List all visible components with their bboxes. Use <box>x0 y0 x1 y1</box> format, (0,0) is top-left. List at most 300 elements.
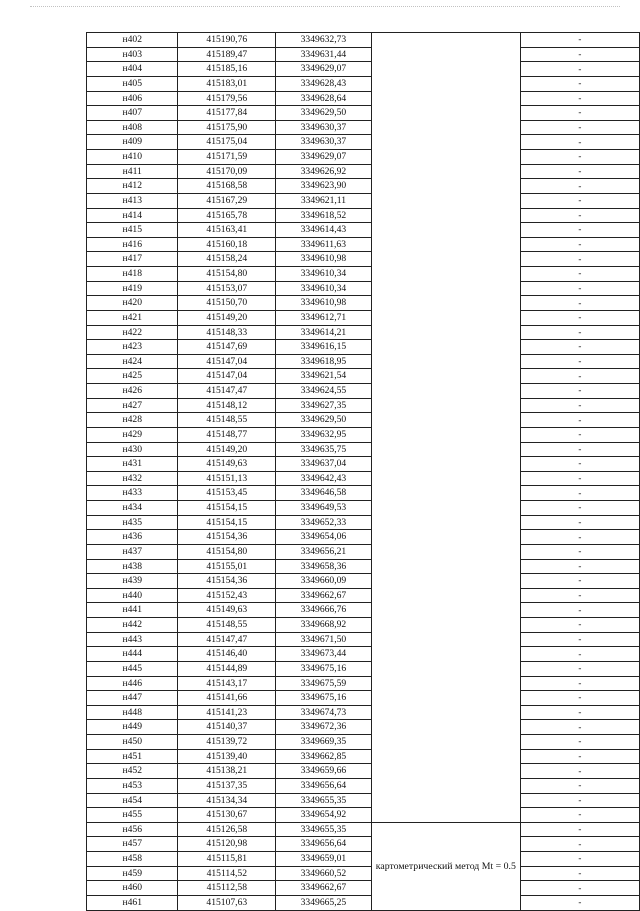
dash-cell: - <box>520 150 639 165</box>
table-row <box>87 150 640 165</box>
coord-y: 3349632,73 <box>276 33 372 48</box>
dash-cell: - <box>520 413 639 428</box>
table-row <box>87 237 640 252</box>
coord-x: 415148,33 <box>178 325 276 340</box>
dash-cell: - <box>520 574 639 589</box>
coord-x: 415155,01 <box>178 559 276 574</box>
point-name: н446 <box>87 676 178 691</box>
dash-cell: - <box>520 691 639 706</box>
coord-x: 415175,90 <box>178 120 276 135</box>
coord-x: 415141,23 <box>178 705 276 720</box>
coord-x: 415112,58 <box>178 881 276 896</box>
table-row <box>87 749 640 764</box>
dash-cell: - <box>520 369 639 384</box>
dash-cell: - <box>520 808 639 823</box>
coord-x: 415177,84 <box>178 106 276 121</box>
dash-cell: - <box>520 661 639 676</box>
coord-y: 3349629,07 <box>276 62 372 77</box>
table-row <box>87 778 640 793</box>
dash-cell: - <box>520 76 639 91</box>
point-name: н443 <box>87 632 178 647</box>
dash-cell: - <box>520 515 639 530</box>
point-name: н412 <box>87 179 178 194</box>
coord-y: 3349649,53 <box>276 501 372 516</box>
table-row <box>87 647 640 662</box>
coord-y: 3349610,98 <box>276 296 372 311</box>
table-row <box>87 588 640 603</box>
table-row <box>87 310 640 325</box>
point-name: н421 <box>87 310 178 325</box>
dash-cell: - <box>520 778 639 793</box>
table-row <box>87 866 640 881</box>
point-name: н410 <box>87 150 178 165</box>
coord-x: 415143,17 <box>178 676 276 691</box>
table-row <box>87 442 640 457</box>
coord-x: 415183,01 <box>178 76 276 91</box>
point-name: н454 <box>87 793 178 808</box>
coord-y: 3349668,92 <box>276 618 372 633</box>
coord-y: 3349671,50 <box>276 632 372 647</box>
dash-cell: - <box>520 735 639 750</box>
dash-cell: - <box>520 120 639 135</box>
dash-cell: - <box>520 618 639 633</box>
table-row <box>87 530 640 545</box>
point-name: н441 <box>87 603 178 618</box>
point-name: н402 <box>87 33 178 48</box>
dash-cell: - <box>520 164 639 179</box>
coord-x: 415107,63 <box>178 895 276 910</box>
coord-x: 415185,16 <box>178 62 276 77</box>
point-name: н458 <box>87 852 178 867</box>
point-name: н408 <box>87 120 178 135</box>
dash-cell: - <box>520 33 639 48</box>
table-row <box>87 325 640 340</box>
dash-cell: - <box>520 866 639 881</box>
point-name: н426 <box>87 384 178 399</box>
coord-y: 3349621,54 <box>276 369 372 384</box>
table-row <box>87 691 640 706</box>
coord-y: 3349659,66 <box>276 764 372 779</box>
coord-x: 415170,09 <box>178 164 276 179</box>
table-row <box>87 837 640 852</box>
coord-x: 415151,13 <box>178 471 276 486</box>
coord-y: 3349642,43 <box>276 471 372 486</box>
point-name: н430 <box>87 442 178 457</box>
table-row <box>87 852 640 867</box>
point-name: н433 <box>87 486 178 501</box>
coord-y: 3349655,35 <box>276 793 372 808</box>
dash-cell: - <box>520 354 639 369</box>
coord-y: 3349630,37 <box>276 135 372 150</box>
point-name: н417 <box>87 252 178 267</box>
point-name: н422 <box>87 325 178 340</box>
dash-cell: - <box>520 603 639 618</box>
coord-x: 415154,80 <box>178 267 276 282</box>
dash-cell: - <box>520 749 639 764</box>
coord-x: 415139,40 <box>178 749 276 764</box>
dash-cell: - <box>520 296 639 311</box>
point-name: н432 <box>87 471 178 486</box>
coord-x: 415114,52 <box>178 866 276 881</box>
coord-y: 3349675,59 <box>276 676 372 691</box>
dash-cell: - <box>520 135 639 150</box>
point-name: н418 <box>87 267 178 282</box>
dash-cell: - <box>520 91 639 106</box>
coord-y: 3349610,98 <box>276 252 372 267</box>
coord-x: 415149,63 <box>178 603 276 618</box>
coord-x: 415139,72 <box>178 735 276 750</box>
dash-cell: - <box>520 384 639 399</box>
coord-y: 3349654,92 <box>276 808 372 823</box>
dash-cell: - <box>520 544 639 559</box>
table-row <box>87 574 640 589</box>
dash-cell: - <box>520 281 639 296</box>
point-name: н452 <box>87 764 178 779</box>
dash-cell: - <box>520 457 639 472</box>
table-row <box>87 676 640 691</box>
dash-cell: - <box>520 179 639 194</box>
table-row <box>87 33 640 48</box>
empty-merged-cell <box>371 33 520 823</box>
coord-y: 3349614,21 <box>276 325 372 340</box>
point-name: н427 <box>87 398 178 413</box>
coord-y: 3349652,33 <box>276 515 372 530</box>
coord-x: 415171,59 <box>178 150 276 165</box>
coord-y: 3349656,64 <box>276 778 372 793</box>
coord-y: 3349662,85 <box>276 749 372 764</box>
point-name: н436 <box>87 530 178 545</box>
coord-y: 3349662,67 <box>276 588 372 603</box>
coord-y: 3349611,63 <box>276 237 372 252</box>
coordinates-table-body <box>87 33 640 911</box>
coord-x: 415179,56 <box>178 91 276 106</box>
dash-cell: - <box>520 62 639 77</box>
coord-y: 3349669,35 <box>276 735 372 750</box>
point-name: н425 <box>87 369 178 384</box>
point-name: н429 <box>87 427 178 442</box>
coord-y: 3349637,04 <box>276 457 372 472</box>
dash-cell: - <box>520 559 639 574</box>
coord-y: 3349665,25 <box>276 895 372 910</box>
point-name: н450 <box>87 735 178 750</box>
coord-x: 415189,47 <box>178 47 276 62</box>
table-row <box>87 193 640 208</box>
coord-y: 3349656,64 <box>276 837 372 852</box>
point-name: н459 <box>87 866 178 881</box>
coord-y: 3349630,37 <box>276 120 372 135</box>
dash-cell: - <box>520 588 639 603</box>
table-row <box>87 764 640 779</box>
point-name: н424 <box>87 354 178 369</box>
dash-cell: - <box>520 193 639 208</box>
dash-cell: - <box>520 223 639 238</box>
coord-x: 415149,20 <box>178 310 276 325</box>
coord-y: 3349610,34 <box>276 281 372 296</box>
coord-y: 3349662,67 <box>276 881 372 896</box>
point-name: н416 <box>87 237 178 252</box>
coord-x: 415154,36 <box>178 530 276 545</box>
coord-x: 415137,35 <box>178 778 276 793</box>
table-row <box>87 881 640 896</box>
table-row <box>87 120 640 135</box>
point-name: н445 <box>87 661 178 676</box>
point-name: н428 <box>87 413 178 428</box>
point-name: н444 <box>87 647 178 662</box>
coord-y: 3349631,44 <box>276 47 372 62</box>
dash-cell: - <box>520 793 639 808</box>
coord-x: 415163,41 <box>178 223 276 238</box>
table-row <box>87 822 640 837</box>
table-row <box>87 413 640 428</box>
coord-x: 415190,76 <box>178 33 276 48</box>
coord-y: 3349610,34 <box>276 267 372 282</box>
table-row <box>87 457 640 472</box>
coord-x: 415147,69 <box>178 340 276 355</box>
table-row <box>87 267 640 282</box>
coord-x: 415115,81 <box>178 852 276 867</box>
point-name: н411 <box>87 164 178 179</box>
table-row <box>87 501 640 516</box>
point-name: н407 <box>87 106 178 121</box>
table-row <box>87 340 640 355</box>
coord-y: 3349626,92 <box>276 164 372 179</box>
point-name: н435 <box>87 515 178 530</box>
point-name: н409 <box>87 135 178 150</box>
table-row <box>87 544 640 559</box>
dash-cell: - <box>520 208 639 223</box>
point-name: н431 <box>87 457 178 472</box>
coord-y: 3349614,43 <box>276 223 372 238</box>
table-row <box>87 354 640 369</box>
dash-cell: - <box>520 501 639 516</box>
table-row <box>87 208 640 223</box>
table-row <box>87 471 640 486</box>
dash-cell: - <box>520 720 639 735</box>
point-name: н451 <box>87 749 178 764</box>
coordinates-table <box>86 32 640 911</box>
table-row <box>87 661 640 676</box>
coord-x: 415167,29 <box>178 193 276 208</box>
table-row <box>87 808 640 823</box>
coord-y: 3349623,90 <box>276 179 372 194</box>
point-name: н420 <box>87 296 178 311</box>
coord-x: 415154,15 <box>178 501 276 516</box>
dash-cell: - <box>520 427 639 442</box>
coord-y: 3349666,76 <box>276 603 372 618</box>
coord-y: 3349658,36 <box>276 559 372 574</box>
point-name: н460 <box>87 881 178 896</box>
dash-cell: - <box>520 822 639 837</box>
dash-cell: - <box>520 398 639 413</box>
point-name: н406 <box>87 91 178 106</box>
coord-x: 415147,47 <box>178 632 276 647</box>
dash-cell: - <box>520 632 639 647</box>
coord-y: 3349674,73 <box>276 705 372 720</box>
dash-cell: - <box>520 252 639 267</box>
coord-y: 3349628,64 <box>276 91 372 106</box>
point-name: н404 <box>87 62 178 77</box>
point-name: н414 <box>87 208 178 223</box>
dash-cell: - <box>520 676 639 691</box>
coord-y: 3349659,01 <box>276 852 372 867</box>
coord-x: 415152,43 <box>178 588 276 603</box>
point-name: н457 <box>87 837 178 852</box>
table-row <box>87 398 640 413</box>
coord-y: 3349632,95 <box>276 427 372 442</box>
coord-x: 415144,89 <box>178 661 276 676</box>
dash-cell: - <box>520 837 639 852</box>
point-name: н413 <box>87 193 178 208</box>
dash-cell: - <box>520 471 639 486</box>
coord-y: 3349660,52 <box>276 866 372 881</box>
point-name: н456 <box>87 822 178 837</box>
coord-x: 415149,63 <box>178 457 276 472</box>
point-name: н438 <box>87 559 178 574</box>
point-name: н434 <box>87 501 178 516</box>
coord-y: 3349621,11 <box>276 193 372 208</box>
coord-x: 415146,40 <box>178 647 276 662</box>
coord-y: 3349628,43 <box>276 76 372 91</box>
dash-cell: - <box>520 705 639 720</box>
coord-x: 415120,98 <box>178 837 276 852</box>
coord-x: 415138,21 <box>178 764 276 779</box>
coord-y: 3349612,71 <box>276 310 372 325</box>
table-row <box>87 223 640 238</box>
coord-y: 3349673,44 <box>276 647 372 662</box>
point-name: н405 <box>87 76 178 91</box>
coord-y: 3349655,35 <box>276 822 372 837</box>
dash-cell: - <box>520 895 639 910</box>
coord-x: 415148,77 <box>178 427 276 442</box>
coord-x: 415158,24 <box>178 252 276 267</box>
table-row <box>87 705 640 720</box>
dash-cell: - <box>520 106 639 121</box>
coord-x: 415148,12 <box>178 398 276 413</box>
coord-x: 415148,55 <box>178 618 276 633</box>
table-row <box>87 559 640 574</box>
coord-x: 415134,34 <box>178 793 276 808</box>
table-row <box>87 793 640 808</box>
table-row <box>87 179 640 194</box>
dash-cell: - <box>520 764 639 779</box>
coord-x: 415165,78 <box>178 208 276 223</box>
dash-cell: - <box>520 647 639 662</box>
dash-cell: - <box>520 325 639 340</box>
coord-x: 415154,36 <box>178 574 276 589</box>
coord-x: 415175,04 <box>178 135 276 150</box>
coord-y: 3349656,21 <box>276 544 372 559</box>
dash-cell: - <box>520 530 639 545</box>
coord-x: 415153,07 <box>178 281 276 296</box>
point-name: н449 <box>87 720 178 735</box>
dash-cell: - <box>520 237 639 252</box>
point-name: н455 <box>87 808 178 823</box>
table-row <box>87 76 640 91</box>
point-name: н403 <box>87 47 178 62</box>
top-edge-line <box>30 6 620 11</box>
table-row <box>87 618 640 633</box>
coord-x: 415153,45 <box>178 486 276 501</box>
coord-x: 415126,58 <box>178 822 276 837</box>
dash-cell: - <box>520 852 639 867</box>
dash-cell: - <box>520 47 639 62</box>
table-row <box>87 895 640 910</box>
table-row <box>87 91 640 106</box>
table-row <box>87 632 640 647</box>
coord-x: 415149,20 <box>178 442 276 457</box>
table-row <box>87 164 640 179</box>
coord-x: 415141,66 <box>178 691 276 706</box>
dash-cell: - <box>520 486 639 501</box>
table-row <box>87 296 640 311</box>
coord-y: 3349675,16 <box>276 661 372 676</box>
coord-y: 3349646,58 <box>276 486 372 501</box>
coord-x: 415168,58 <box>178 179 276 194</box>
dash-cell: - <box>520 267 639 282</box>
point-name: н437 <box>87 544 178 559</box>
table-row <box>87 603 640 618</box>
dash-cell: - <box>520 310 639 325</box>
point-name: н447 <box>87 691 178 706</box>
coord-x: 415154,15 <box>178 515 276 530</box>
coord-x: 415140,37 <box>178 720 276 735</box>
coord-y: 3349635,75 <box>276 442 372 457</box>
coord-x: 415147,04 <box>178 369 276 384</box>
coord-y: 3349672,36 <box>276 720 372 735</box>
table-row <box>87 384 640 399</box>
coord-y: 3349618,95 <box>276 354 372 369</box>
point-name: н442 <box>87 618 178 633</box>
coord-y: 3349675,16 <box>276 691 372 706</box>
table-row <box>87 135 640 150</box>
table-row <box>87 106 640 121</box>
point-name: н415 <box>87 223 178 238</box>
point-name: н439 <box>87 574 178 589</box>
coord-x: 415160,18 <box>178 237 276 252</box>
coord-y: 3349660,09 <box>276 574 372 589</box>
point-name: н461 <box>87 895 178 910</box>
point-name: н453 <box>87 778 178 793</box>
coord-x: 415130,67 <box>178 808 276 823</box>
coord-x: 415154,80 <box>178 544 276 559</box>
table-row <box>87 720 640 735</box>
coord-y: 3349629,50 <box>276 413 372 428</box>
table-row <box>87 515 640 530</box>
coord-x: 415148,55 <box>178 413 276 428</box>
point-name: н440 <box>87 588 178 603</box>
table-row <box>87 735 640 750</box>
coord-y: 3349618,52 <box>276 208 372 223</box>
coord-y: 3349627,35 <box>276 398 372 413</box>
coord-y: 3349624,55 <box>276 384 372 399</box>
table-row <box>87 369 640 384</box>
coord-y: 3349654,06 <box>276 530 372 545</box>
point-name: н419 <box>87 281 178 296</box>
dash-cell: - <box>520 340 639 355</box>
table-row <box>87 252 640 267</box>
coord-x: 415147,04 <box>178 354 276 369</box>
method-cell: картометрический метод Mt = 0.5 <box>371 822 520 910</box>
coord-x: 415150,70 <box>178 296 276 311</box>
table-row <box>87 486 640 501</box>
dash-cell: - <box>520 442 639 457</box>
table-row <box>87 62 640 77</box>
table-row <box>87 427 640 442</box>
coord-x: 415147,47 <box>178 384 276 399</box>
point-name: н448 <box>87 705 178 720</box>
point-name: н423 <box>87 340 178 355</box>
table-row <box>87 281 640 296</box>
